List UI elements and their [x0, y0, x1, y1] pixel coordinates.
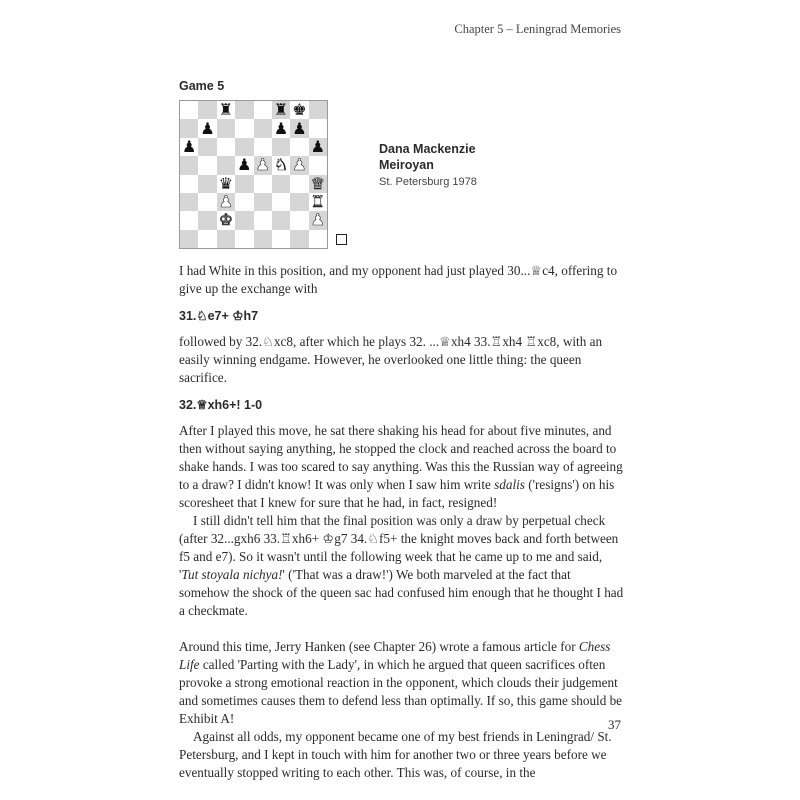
italic-text: sdalis	[494, 477, 525, 492]
board-square	[198, 119, 216, 137]
paragraph: Against all odds, my opponent became one of my best friends in Leningrad/ St. Petersburg, and I kept in touch with him for another two or three years before we eventually stopped writing to each other. This was, of course, in the	[179, 729, 612, 780]
board-square	[290, 138, 308, 156]
black-pawn-icon: ♟	[310, 136, 325, 156]
text: called 'Parting with the Lady', in which he argued that queen sacrifices often provoke a strong emotional reaction in the opponent, which clouds their judgement and sometimes causes them to defend less than optimally. If so, this game should be Exhibit A!	[179, 657, 623, 726]
board-square	[180, 119, 198, 137]
board-square	[180, 211, 198, 229]
board-square	[235, 230, 253, 248]
white-queen-icon: ♛	[310, 173, 325, 193]
black-pawn-icon: ♟	[200, 118, 215, 138]
black-rook-icon: ♜	[218, 100, 234, 120]
black-pawn-icon: ♟	[237, 155, 252, 175]
board-square	[309, 211, 327, 229]
board-square	[217, 156, 235, 174]
board-square	[217, 211, 235, 229]
text: I still didn't tell him that the final position was only a draw by perpetual check (after 32...gxh6 33.♖xh6+ ♔g7 34.♘f5+ the knight moves back and forth between f5 and e7). So it wasn't until the following week that he came up to me and said, '	[179, 513, 619, 582]
black-pawn-icon: ♟	[273, 118, 289, 138]
board-square	[198, 138, 216, 156]
board-square	[180, 193, 198, 211]
board-square	[235, 211, 253, 229]
board-square	[198, 156, 216, 174]
board-square	[290, 211, 308, 229]
board-square	[272, 175, 290, 193]
board-square	[198, 175, 216, 193]
paragraph	[179, 638, 624, 728]
board-square	[235, 175, 253, 193]
board-square	[217, 138, 235, 156]
board-square	[254, 193, 272, 211]
body-text-1	[179, 262, 624, 782]
board-square	[272, 211, 290, 229]
white-rook-icon: ♜	[310, 192, 325, 212]
board-square	[254, 211, 272, 229]
white-to-move-indicator	[336, 234, 347, 245]
running-header: Chapter 5 – Leningrad Memories	[454, 22, 621, 36]
black-pawn-icon: ♟	[292, 118, 307, 138]
board-square	[235, 156, 253, 174]
board-square	[254, 119, 272, 137]
board-square	[217, 101, 235, 119]
text: ' ('That was a draw!') We both marveled at the fact that somehow the shock of the queen sac had confused him enough that he thought I had a checkmate.	[179, 567, 624, 618]
move-line: 31.♘e7+ ♔h7	[179, 309, 259, 323]
paragraph: I had White in this position, and my opponent had just played 30...♕c4, offering to give up the exchange with	[179, 263, 618, 296]
board-square	[309, 230, 327, 248]
white-pawn-icon: ♟	[255, 155, 270, 175]
black-pawn-icon: ♟	[182, 136, 197, 156]
board-square	[272, 138, 290, 156]
board-square	[254, 101, 272, 119]
paragraph: followed by 32.♘xc8, after which he plays 32. ...♕xh4 33.♖xh4 ♖xc8, with an easily winning endgame. However, he overlooked one little thing: the queen sacrifice.	[179, 334, 603, 385]
board-square	[309, 156, 327, 174]
board-square	[180, 230, 198, 248]
board-square	[235, 193, 253, 211]
white-pawn-icon: ♟	[310, 210, 325, 230]
board-square	[309, 175, 327, 193]
board-square	[198, 230, 216, 248]
board-square	[290, 119, 308, 137]
board-square	[198, 101, 216, 119]
board-square	[198, 211, 216, 229]
black-player: Meiroyan	[379, 158, 434, 172]
board-square	[217, 230, 235, 248]
board-square	[290, 175, 308, 193]
board-square	[180, 175, 198, 193]
board-square	[309, 193, 327, 211]
board-square	[180, 138, 198, 156]
board-square	[309, 138, 327, 156]
board-square	[309, 101, 327, 119]
chess-board	[179, 100, 328, 249]
paragraph	[179, 422, 624, 512]
text: Around this time, Jerry Hanken (see Chapter 26) wrote a famous article for	[179, 639, 579, 654]
board-square	[272, 193, 290, 211]
italic-text: Tut stoyala nichya!	[181, 567, 283, 582]
move-line: 32.♕xh6+! 1-0	[179, 398, 263, 412]
board-square	[217, 175, 235, 193]
board-square	[309, 119, 327, 137]
black-king-icon: ♚	[292, 100, 307, 120]
board-square	[217, 193, 235, 211]
board-square	[235, 138, 253, 156]
board-square	[254, 138, 272, 156]
board-square	[254, 175, 272, 193]
board-square	[180, 101, 198, 119]
event: St. Petersburg 1978	[379, 176, 477, 188]
board-square	[272, 101, 290, 119]
board-square	[290, 230, 308, 248]
text: ('resigns') on his scoresheet that I knew for sure that he had, in fact, resigned!	[179, 477, 615, 510]
board-square	[254, 156, 272, 174]
board-square	[198, 193, 216, 211]
italic-text: Chess Life	[179, 639, 611, 672]
text: After I played this move, he sat there shaking his head for about five minutes, and then without saying anything, he stopped the clock and reached across the board to shake hands. I was too scared to say anything. Was this the Russian way of agreeing to a draw? I didn't know! It was only when I saw him write	[179, 423, 623, 492]
board-square	[272, 230, 290, 248]
paragraph	[179, 512, 624, 620]
white-knight-icon: ♞	[273, 155, 289, 175]
game-players	[379, 141, 477, 188]
board-square	[235, 101, 253, 119]
white-player: Dana Mackenzie	[379, 142, 476, 156]
black-rook-icon: ♜	[273, 100, 289, 120]
board-square	[290, 193, 308, 211]
board-square	[254, 230, 272, 248]
board-square	[290, 156, 308, 174]
white-king-icon: ♚	[218, 210, 234, 230]
board-square	[290, 101, 308, 119]
board-square	[180, 156, 198, 174]
board-square	[272, 119, 290, 137]
white-pawn-icon: ♟	[292, 155, 307, 175]
board-square	[235, 119, 253, 137]
black-queen-icon: ♛	[218, 173, 234, 193]
board-square	[217, 119, 235, 137]
game-title: Game 5	[179, 79, 225, 93]
white-pawn-icon: ♟	[218, 192, 234, 212]
page-number: 37	[608, 717, 621, 732]
board-square	[272, 156, 290, 174]
